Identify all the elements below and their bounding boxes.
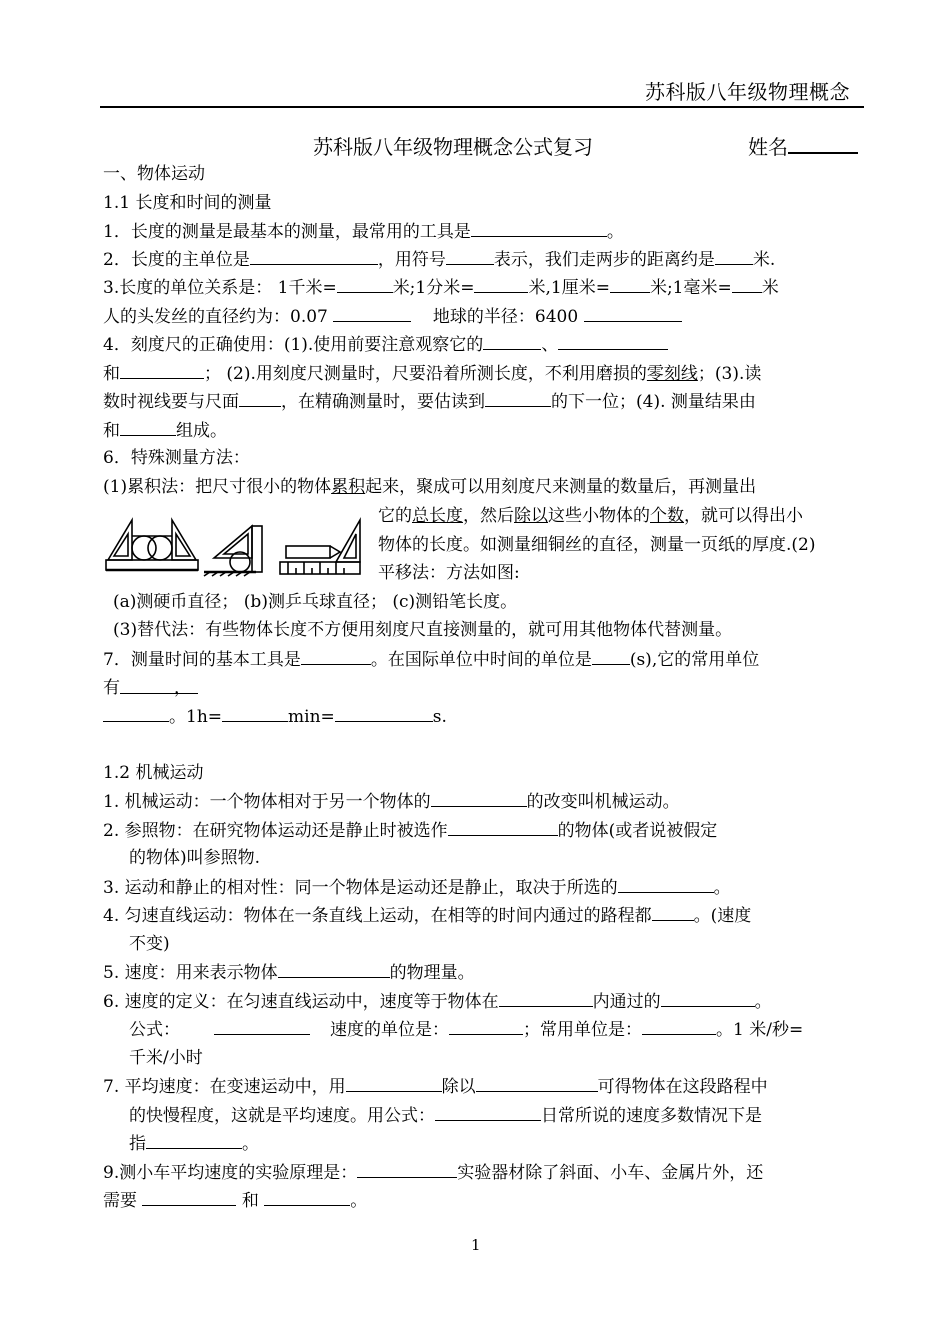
- blank[interactable]: [446, 247, 494, 265]
- page-number: 1: [471, 1236, 481, 1254]
- blank[interactable]: [449, 1017, 523, 1035]
- q-line-8: 和 组成。: [103, 418, 227, 443]
- q-line-10: (1)累积法：把尺寸很小的物体累积起来，聚成可以用刻度尺来测量的数量后，再测量出: [103, 477, 757, 497]
- blank[interactable]: [499, 989, 593, 1007]
- blank[interactable]: [278, 960, 390, 978]
- blank[interactable]: [357, 1160, 457, 1178]
- header-rule: [100, 106, 864, 108]
- measurement-method-figure: [104, 506, 366, 578]
- section-heading: 一、物体运动: [103, 164, 205, 184]
- q-line-3: 3.长度的单位关系是： 1千米= 米;1分米= 米,1厘米= 米;1毫米= 米: [103, 275, 779, 300]
- m-line-1: 1. 机械运动：一个物体相对于另一个物体的 的改变叫机械运动。: [103, 789, 680, 814]
- blank[interactable]: [333, 304, 411, 322]
- blank[interactable]: [335, 704, 433, 722]
- q-line-17: 有 ，: [103, 676, 198, 700]
- coin-a2: [148, 536, 172, 560]
- pencil-c: [286, 546, 330, 558]
- blank[interactable]: [652, 903, 694, 921]
- blank[interactable]: [471, 219, 607, 237]
- q-line-16: 7．测量时间的基本工具是 。在国际单位中时间的单位是 (s),它的常用单位: [103, 647, 759, 672]
- q-line-11: 它的总长度，然后除以这些小物体的个数，就可以得出小: [378, 506, 803, 526]
- blank[interactable]: [142, 1188, 236, 1206]
- blank[interactable]: [222, 704, 288, 722]
- subsection-heading: 1.1 长度和时间的测量: [103, 193, 272, 213]
- q-line-6: 和 ； (2).用刻度尺测量时，尺要沿着所测长度，不利用磨损的零刻线；(3).读: [103, 361, 761, 386]
- blank[interactable]: [250, 247, 378, 265]
- q-line-12: 物体的长度。如测量细铜丝的直径，测量一页纸的厚度.(2): [378, 535, 816, 555]
- blank[interactable]: [558, 332, 668, 350]
- blank[interactable]: [642, 1017, 716, 1035]
- q-line-4: 人的头发丝的直径约为：0.07 地球的半径：6400: [103, 304, 682, 329]
- blank[interactable]: [715, 247, 753, 265]
- m-line-2b: 的物体)叫参照物.: [129, 848, 261, 868]
- blank[interactable]: [435, 1103, 541, 1121]
- blank[interactable]: [120, 361, 204, 379]
- m-line-10: 的快慢程度，这就是平均速度。用公式： 日常所说的速度多数情况下是: [129, 1103, 762, 1128]
- blank[interactable]: [146, 1131, 242, 1149]
- q-line-7: 数时视线要与尺面 ，在精确测量时，要估读到 的下一位；(4). 测量结果由: [103, 389, 756, 414]
- blank[interactable]: [661, 989, 755, 1007]
- blank[interactable]: [474, 275, 528, 293]
- m-line-2: 2. 参照物：在研究物体运动还是静止时被选作 的物体(或者说被假定: [103, 818, 717, 843]
- blank[interactable]: ，: [120, 676, 198, 694]
- blank[interactable]: [120, 418, 176, 436]
- blank[interactable]: [618, 875, 714, 893]
- q-line-15: (3)替代法：有些物体长度不方便用刻度尺直接测量的，就可用其他物体代替测量。: [113, 620, 733, 640]
- name-label: 姓名: [748, 135, 788, 159]
- m-line-8: 千米/小时: [129, 1048, 203, 1068]
- blank[interactable]: [301, 647, 371, 665]
- q-line-9: 6．特殊测量方法：: [103, 448, 250, 468]
- name-blank[interactable]: [788, 132, 858, 154]
- figure-caption: (a)测硬币直径； (b)测乒乓球直径； (c)测铅笔长度。: [113, 592, 518, 612]
- q-line-18: 。1h= min= s.: [103, 704, 447, 729]
- blank[interactable]: [732, 275, 762, 293]
- blank[interactable]: [264, 1188, 350, 1206]
- m-line-7: 公式： 速度的单位是： ；常用单位是： 。1 米/秒=: [129, 1017, 803, 1042]
- m-line-12: 9.测小车平均速度的实验原理是： 实验器材除了斜面、小车、金属片外，还: [103, 1160, 763, 1185]
- subsection-heading-2: 1.2 机械运动: [103, 763, 204, 783]
- q-line-5: 4．刻度尺的正确使用：(1).使用前要注意观察它的 、: [103, 332, 668, 357]
- m-line-11: 指 。: [129, 1131, 259, 1156]
- blank[interactable]: [584, 304, 682, 322]
- name-field: [748, 131, 858, 160]
- blank[interactable]: [337, 275, 393, 293]
- blank[interactable]: [214, 1017, 310, 1035]
- m-line-13: 需要 和 。: [103, 1188, 367, 1213]
- blank[interactable]: [448, 818, 558, 836]
- q-line-13: 平移法：方法如图:: [378, 563, 520, 583]
- blank[interactable]: [610, 275, 650, 293]
- q-line-1: 1．长度的测量是最基本的测量，最常用的工具是 。: [103, 219, 624, 244]
- blank[interactable]: [592, 647, 630, 665]
- ball-b: [230, 552, 250, 572]
- ruler-a: [106, 560, 198, 570]
- blank[interactable]: [476, 1074, 598, 1092]
- page-title: 苏科版八年级物理概念公式复习: [313, 135, 593, 159]
- q-line-2: 2．长度的主单位是 ，用符号 表示，我们走两步的距离约是 米.: [103, 247, 775, 272]
- ruler-b: [252, 526, 262, 572]
- m-line-4: 4. 匀速直线运动：物体在一条直线上运动，在相等的时间内通过的路程都 。(速度: [103, 903, 751, 928]
- blank[interactable]: [103, 704, 169, 722]
- m-line-4b: 不变): [129, 934, 170, 954]
- m-line-9: 7. 平均速度：在变速运动中，用 除以 可得物体在这段路程中: [103, 1074, 768, 1099]
- blank[interactable]: [431, 789, 527, 807]
- blank[interactable]: [483, 332, 541, 350]
- blank[interactable]: [239, 389, 281, 407]
- blank[interactable]: [485, 389, 551, 407]
- m-line-3: 3. 运动和静止的相对性：同一个物体是运动还是静止，取决于所选的 。: [103, 875, 731, 900]
- m-line-6: 6. 速度的定义：在匀速直线运动中，速度等于物体在 内通过的 。: [103, 989, 772, 1014]
- running-header: 苏科版八年级物理概念: [645, 80, 850, 104]
- blank[interactable]: [346, 1074, 442, 1092]
- m-line-5: 5. 速度：用来表示物体 的物理量。: [103, 960, 475, 985]
